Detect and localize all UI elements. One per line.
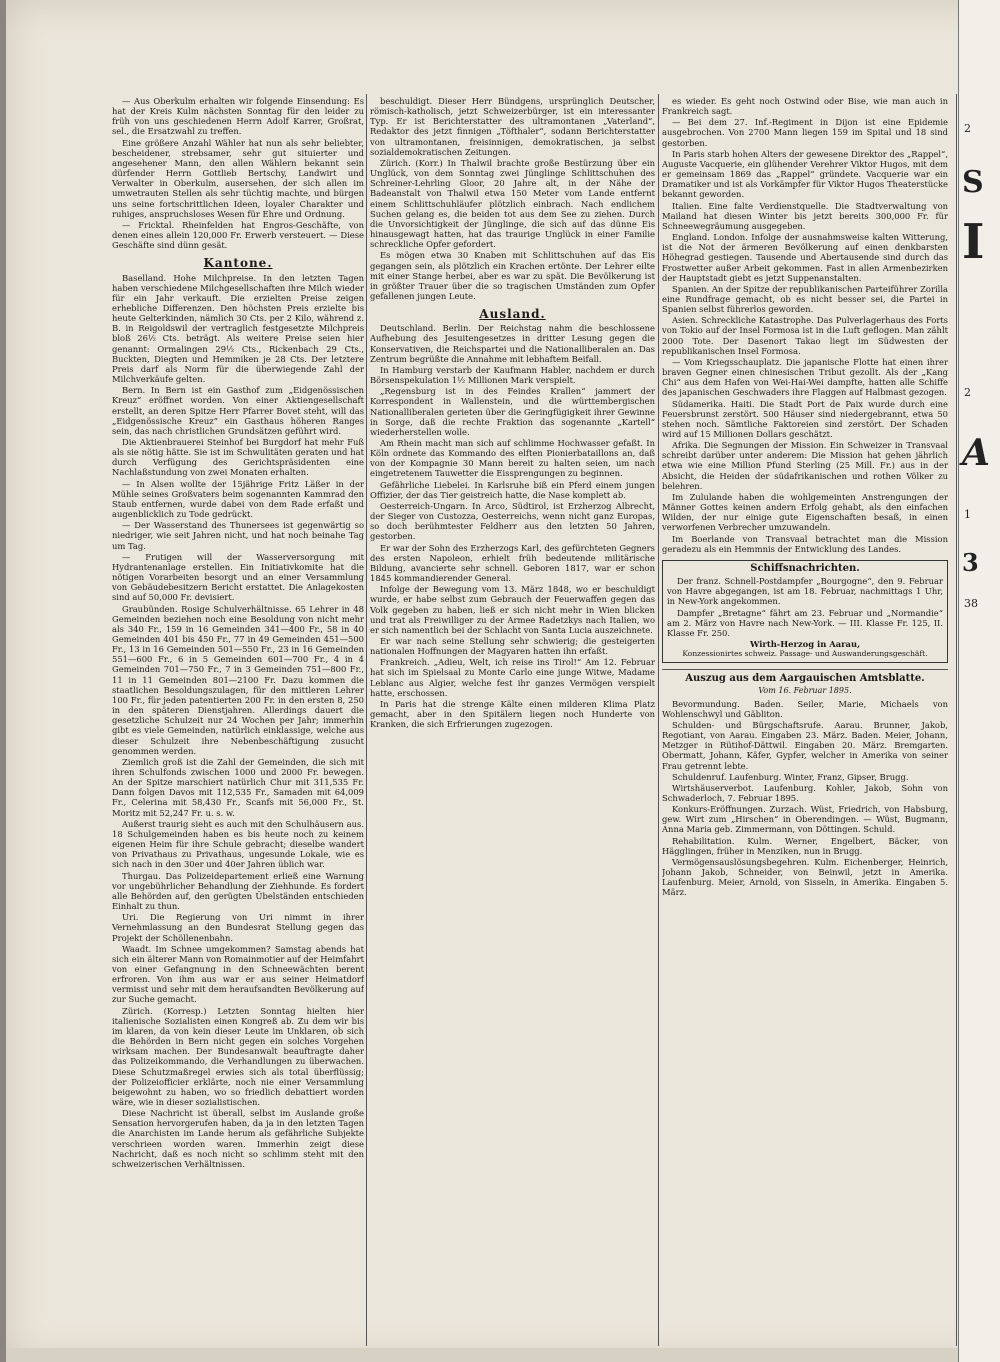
adjacent-fragment: I	[962, 214, 985, 270]
column-rule-1	[366, 94, 367, 1346]
amtsblatt-entry: Schuldenruf. Laufenburg. Winter, Franz, Gipser, Brugg.	[672, 771, 909, 782]
shipping-notice-box	[662, 560, 948, 663]
page-bottom-margin	[6, 1348, 958, 1362]
article: Diese Nachricht ist überall, selbst im Auslande große Sensation hervorgerufen haben, da ja in den letzten Tagen die Anarchisten im Lande herum als gefährliche Subjekte verschrieen worden waren. Immerhin zeigt diese Nachricht, daß es noch nicht so schlimm steht mit den schweizerischen Verhältnissen.	[112, 1108, 364, 1169]
divider	[662, 669, 948, 670]
article: England. London. Infolge der ausnahmsweise kalten Witterung, ist die Not der ärmeren Bevölkerung auf einen denkbarsten Höhegrad gestiegen. Tausende und Abertausende sind durch das Frostwetter außer Arbeit gekommen. Fast in allen Armenbezirken der Hauptstadt giebt es jetzt Suppenanstalten.	[662, 232, 948, 283]
article: Ziemlich groß ist die Zahl der Gemeinden, die sich mit ihren Schulfonds zwischen 1000 und 2000 Fr. bewegen. An der Spitze marschiert natürlich Chur mit 311,535 Fr. Dann folgen Davos mit 112,535 Fr., Samaden mit 64,009 Fr., Celerina mit 58,430 Fr., Scanfs mit 56,000 Fr., St. Moritz mit 52,247 Fr. u. s. w.	[112, 756, 364, 818]
paragraph: In Paris starb hohen Alters der gewesene Direktor des „Rappel“, Auguste Vacquerie, ein glühender Verehrer Viktor Hugos, mit dem er gemeinsam 1869 das „Rappel“ gründete. Vacquerie war ein Dramatiker und ist als Vorkämpfer für Viktor Hugos Theaterstücke bekannt geworden.	[662, 148, 948, 200]
paragraph: — Bei dem 27. Inf.-Regiment in Dijon ist eine Epidemie ausgebrochen. Von 2700 Mann liegen 159 im Spital und 18 sind gestorben.	[662, 117, 948, 148]
article: Südamerika. Haiti. Die Stadt Port de Paix wurde durch eine Feuersbrunst zerstört. 500 Häuser sind niedergebrannt, etwa 50 stehen noch. Sämtliche Faktoreien sind zerstört. Der Schaden wird auf 15 Millionen Dollars geschätzt.	[662, 398, 948, 439]
article: — Vom Kriegsschauplatz. Die japanische Flotte hat einen ihrer braven Gegner einen chinesischen Tribut gezollt. Als der „Kang Chi“ aus dem Hafen von Wei-Hai-Wei dampfte, hatten alle Schiffe des japanischen Geschwaders ihre Flaggen auf Halbmast gezogen.	[662, 356, 948, 398]
article: — Der Wasserstand des Thunersees ist gegenwärtig so niedriger, wie seit Jahren nicht, und hat noch beinahe Tag um Tag.	[112, 520, 364, 551]
adjacent-page-edge	[958, 0, 1000, 1362]
paragraph: beschuldigt. Dieser Herr Bündgens, ursprünglich Deutscher, römisch-katholisch, jetzt Schweizerbürger, ist ein interessanter Typ. Er ist Berichterstatter des ultramontanen „Vaterland“, Redaktor des jetzt finnigen „Töfthaler“, sodann Berichterstatter von ultramontanen, freisinnigen, demokratischen, ja selbst sozialdemokratischen Zeitungen.	[370, 96, 655, 157]
adjacent-fragment: 2	[964, 386, 971, 399]
paragraph: — Fricktal. Rheinfelden hat Engros-Geschäfte, von denen eines allein 120,000 Fr. Erwerb versteuert. — Diese Geschäfte sind dünn gesät.	[112, 219, 364, 251]
article: Am Rhein macht man sich auf schlimme Hochwasser gefaßt. In Köln ordnete das Kommando des elften Pionierbataillons an, daß von der Kompagnie 30 Mann bereit zu halten seien, um nach eingetretenem Tauwetter die Eissprengungen zu beginnen.	[370, 438, 655, 479]
column-right	[662, 96, 948, 1348]
shipping-line: Der franz. Schnell-Postdampfer „Bourgogne“, den 9. Februar von Havre abgegangen, ist am 18. Februar, nachmittags 1 Uhr, in New-York angekommen.	[667, 576, 943, 607]
column-middle	[370, 96, 655, 1348]
paragraph: Eine größere Anzahl Wähler hat nun als sehr beliebter, bescheidener, strebsamer, sehr gut situierter und angesehener Mann, den allen Wählern bekannt sein dürfender Herrn Gottlieb Bertschy, Landwirt und Verwalter in Oberkulm, ausersehen, der sich allen im umwetrauten Stellen als sehr tüchtig machte, und bürgen uns seine fortschrittlichen Ideen, loyaler Charakter und ruhiges, anspruchsloses Wesen für Ehre und Ordnung.	[112, 137, 364, 219]
article: Deutschland. Berlin. Der Reichstag nahm die beschlossene Aufhebung des Jesuitengesetzes in dritter Lesung gegen die Konservativen, die Reichspartei und die Nationalliberalen an. Das Zentrum begrüßte die Annahme mit lebhaftem Beifall.	[370, 323, 655, 364]
article: — Frutigen will der Wasserversorgung mit Hydrantenanlage erstellen. Ein Initiativkomite hat die nötigen Vorarbeiten besorgt und an einer Versammlung von Gebäudebesitzern Bericht erstattet. Die Anlagekosten sind auf 50,000 Fr. devisiert.	[112, 551, 364, 603]
adjacent-fragment: 1	[964, 508, 971, 521]
amtsblatt-entry: Vermögensauslösungsbegehren. Kulm. Eichenberger, Heinrich, Johann Jakob, Schneider, von Beinwil, jetzt in Amerika. Laufenburg. Meier, Arnold, von Sisseln, in Amerika. Eingaben 5. März.	[662, 856, 948, 898]
article: Asien. Schreckliche Katastrophe. Das Pulverlagerhaus des Forts von Tokio auf der Insel Formosa ist in die Luft geflogen. Man zählt 2000 Tote. Der Dasenort Takao liegt im Südwesten der republikanischen Insel Formosa.	[662, 315, 948, 356]
article: Im Zululande haben die wohlgemeinten Anstrengungen der Männer Gottes keinen andern Erfolg gehabt, als den einfachen Wilden, der nur einige gute Eigenschaften besaß, in einen verworfenen Verbrecher umzuwandeln.	[662, 491, 948, 533]
article: Er war der Sohn des Erzherzogs Karl, des gefürchteten Gegners des ersten Napoleon, erhielt früh bedeutende militärische Bildung, avancierte sehr schnell. Geboren 1817, war er schon 1845 kommandierender General.	[370, 542, 655, 584]
column-left	[112, 96, 364, 1348]
column-rule-2	[658, 94, 659, 1346]
amtsblatt-entry: Wirtshäuserverbot. Laufenburg. Kohler, Jakob, Sohn von Schwaderloch, 7. Februar 1895.	[662, 782, 948, 803]
paragraph: — Aus Oberkulm erhalten wir folgende Einsendung: Es hat der Kreis Kulm nächsten Sonntag für den leider zu früh von uns geschiedenen Herrn Adolf Karrer, Großrat, sel., die Ersatzwahl zu treffen.	[112, 96, 364, 137]
shipping-title: Schiffsnachrichten.	[750, 562, 860, 574]
article: Die Aktienbrauerei Steinhof bei Burgdorf hat mehr Fuß als sie nötig hätte. Sie ist im Schwulitäten geraten und hat durch Verfügung des Gerichtspräsidenten eine Nachlaßstundung von zwei Monaten erhalten.	[112, 437, 364, 478]
article: Bern. In Bern ist ein Gasthof zum „Eidgenössischen Kreuz“ eröffnet worden. Von einer Aktiengesellschaft erstellt, an deren Spitze Herr Pfarrer Bovet steht, will das „Eidgenössische Kreuz“ ein Gasthaus höheren Ranges sein, das nach christlichen Grundsätzen geführt wird.	[112, 385, 364, 436]
section-title-kantone: Kantone.	[203, 256, 273, 271]
amtsblatt-entry: Schulden- und Bürgschaftsrufe. Aarau. Brunner, Jakob, Regotiant, von Aarau. Eingaben 23. März. Baden. Meier, Johann, Metzger in Rütihof-Dättwil. Eingaben 20. März. Bremgarten. Obermatt, Johann, Käfer, Gypfer, welcher in Amerika von seiner Frau getrennt lebte.	[662, 719, 948, 771]
article: Infolge der Bewegung vom 13. März 1848, wo er beschuldigt wurde, er habe selbst zum Gebrauch der Feuerwaffen gegen das Volk gegeben zu haben, ließ er sich nicht mehr in Wien blicken und trat als Freiwilliger zu der Armee Radetzkys nach Italien, wo er sich namentlich bei der Schlacht von Santa Lucia auszeichnete.	[370, 584, 655, 635]
adjacent-fragment: 38	[964, 597, 978, 610]
article: Er war nach seine Stellung sehr schwierig; die gesteigerten nationalen Hoffnungen der Magyaren hatten ihn erfaßt.	[370, 635, 655, 657]
article: Oesterreich-Ungarn. In Arco, Südtirol, ist Erzherzog Albrecht, der Sieger von Custozza, Oesterreichs, wenn nicht ganz Europas, so doch berühmtester Feldherr aus den letzten 50 Jahren, gestorben.	[370, 500, 655, 542]
shipping-agent-desc: Konzessionirtes schweiz. Passage- und Auswanderungsgeschäft.	[682, 649, 928, 659]
paragraph: es wieder. Es geht noch Ostwind oder Bise, wie man auch in Frankreich sagt.	[662, 96, 948, 117]
amtsblatt-entry: Rehabilitation. Kulm. Werner, Engelbert, Bäcker, von Hägglingen, früher in Menziken, nun in Brugg.	[662, 835, 948, 856]
article: Italien. Eine falte Verdienstquelle. Die Stadtverwaltung von Mailand hat diesen Winter bis jetzt bereits 300,000 Fr. für Schneewegräumung ausgegeben.	[662, 200, 948, 231]
adjacent-fragment: 2	[964, 122, 971, 135]
shipping-line: Dampfer „Bretagne“ fährt am 23. Februar und „Normandie“ am 2. März von Havre nach New-York. — III. Klasse Fr. 125, II. Klasse Fr. 250.	[667, 607, 943, 638]
paragraph: Es mögen etwa 30 Knaben mit Schlittschuhen auf das Eis gegangen sein, als plötzlich ein Krachen ertönte. Der Lehrer eilte mit einer Stange herbei, aber es war zu spät. Die Bevölkerung ist in größter Trauer über die so tragischen Umständen zum Opfer gefallenen jungen Leute.	[370, 250, 655, 301]
article: Uri. Die Regierung von Uri nimmt in ihrer Vernehmlassung an den Bundesrat Stellung gegen das Projekt der Schöllenenbahn.	[112, 912, 364, 943]
adjacent-fragment: S	[962, 165, 984, 200]
shipping-agent: Wirth-Herzog in Aarau,	[749, 638, 860, 649]
section-title-ausland: Ausland.	[479, 307, 546, 322]
article: Afrika. Die Segnungen der Mission. Ein Schweizer in Transvaal schreibt darüber unter anderem: Die Mission hat gehen jährlich etwa wie eine Million Pfund Sterling (25 Mill. Fr.) aus in der Absicht, die Heiden der südafrikanischen und rothen Völker zu belehren.	[662, 440, 948, 491]
article: Baselland. Hohe Milchpreise. In den letzten Tagen haben verschiedene Milchgesellschaften ihre Milch wieder für ein Jahr verkauft. Die erzielten Preise zeigen erhebliche Differenzen. Den höchsten Preis erzielte bis heute Gelterkinden, nämlich 30 Cts. per 2 Kilo, während z. B. in Reigoldswil der vertraglich festgesetzte Milchpreis bloß 26½ Cts. beträgt. Als weitere Preise seien hier genannt: Ormalingen 29½ Cts., Rickenbach 29 Cts., Buckten, Diegten und Hemmiken je 28 Cts. Der letztere Preis darf als Norm für die überwiegende Zahl der Milchverkäufe gelten.	[112, 272, 364, 385]
article: Waadt. Im Schnee umgekommen? Samstag abends hat sich ein älterer Mann von Romainmotier auf der Heimfahrt von einer Gefangnung in den Schneewächten berent erfroren. Von ihm aus war er aus seiner Heimatdorf vermisst und sehr mit dem heraufsandten Bevölkerung auf zur Suche gemacht.	[112, 943, 364, 1005]
article: Frankreich. „Adieu, Welt, ich reise ins Tirol!“ Am 12. Februar hat sich im Spielsaal zu Monte Carlo eine junge Witwe, Madame Leblanc aus Algier, welche fest ihr ganzes Vermögen verspielt hatte, erschossen.	[370, 657, 655, 698]
amtsblatt-entry: Konkurs-Eröffnungen. Zurzach. Wüst, Friedrich, von Habsburg, gew. Wirt zum „Hirschen“ in Oberendingen. — Wüst, Bugmann, Anna Maria geb. Zimmermann, von Döttingen. Schuld.	[662, 804, 948, 835]
article: In Paris hat die strenge Kälte einen milderen Klima Platz gemacht, aber in den Spitälern liegen noch Hunderte von Kranken, die sich Erfrierungen zugezogen.	[370, 698, 655, 730]
amtsblatt-title: Auszug aus dem Aargauischen Amtsblatte.	[685, 673, 925, 685]
article: In Hamburg verstarb der Kaufmann Habler, nachdem er durch Börsenspekulation 1½ Millionen Mark verspielt.	[370, 364, 655, 386]
article: Zürich. (Korresp.) Letzten Sonntag hielten hier italienische Sozialisten einen Kongreß ab. Zu dem wir bis im klaren, da von kein dieser Leute im Unklaren, ob sich die Behörden in Bern nicht gegen ein solches Vorgehen wirksam machen. Der Bundesanwalt beauftragte daher das Polizeikommando, die Verhandlungen zu überwachen. Diese Schutzmaßregel erwies sich als total überflüssig; der Polizeiofficier erklärte, noch nie einer Versammlung beigewohnt zu haben, wo so friedlich debattiert worden wäre, wie in dieser sozialistischen.	[112, 1005, 364, 1107]
amtsblatt-entry: Bevormundung. Baden. Seiler, Marie, Michaels von Wohlenschwyl und Gäbliton.	[662, 698, 948, 719]
adjacent-fragment: A	[962, 432, 990, 474]
article: Im Boerlande von Transvaal betrachtet man die Mission geradezu als ein Hemmnis der Entwicklung des Landes.	[662, 533, 948, 554]
amtsblatt-date: Vom 16. Februar 1895.	[758, 686, 852, 696]
article: Gefährliche Liebelei. In Karlsruhe biß ein Pferd einem jungen Offizier, der das Tier geistreich hatte, die Nase komplett ab.	[370, 479, 655, 500]
article: Graubünden. Rosige Schulverhältnisse. 65 Lehrer in 48 Gemeinden beziehen noch eine Besoldung von nicht mehr als 340 Fr., 159 in 16 Gemeinden 341—400 Fr., 58 in 40 Gemeinden 401 bis 450 Fr., 77 in 49 Gemeinden 451—500 Fr., 13 in 16 Gemeinden 501—550 Fr., 23 in 16 Gemeinden 551—600 Fr., 6 in 5 Gemeinden 601—700 Fr., 4 in 4 Gemeinden 701—750 Fr., 7 in 3 Gemeinden 751—800 Fr., 11 in 11 Gemeinden 801—2100 Fr. Dazu kommen die staatlichen Besoldungszulagen, für den mittleren Lehrer 100 Fr., für jeden patentierten 200 Fr. in den ersten 8, 250 in den späteren Dienstjahren. Allerdings dauert die gesetzliche Schulzeit nur 24 Wochen per Jahr; immerhin gibt es viele Gemeinden, natürlich einklassige, welche aus dieser Schulzeit ihre Nebenbeschäftigung zusucht genommen werden.	[112, 603, 364, 756]
adjacent-fragment: 3	[962, 548, 979, 577]
article: Thurgau. Das Polizeidepartement erließ eine Warnung vor ungebührlicher Behandlung der Ziehhunde. Es fordert alle Behörden auf, den gerügten Übelständen entschieden Einhalt zu thun.	[112, 870, 364, 912]
article: „Regensburg ist in des Feindes Krallen“ jammert der Korrespondent in Wallenstein, und die württembergischen Nationalliberalen gerieten über die Geringfügigkeit ihrer Gewinne in Sorge, daß die rechte Fraktion das sogenannte „Kartell“ wiederherstellen wolle.	[370, 386, 655, 437]
paragraph: Zürich. (Korr.) In Thalwil brachte große Bestürzung über ein Unglück, von dem Sonntag zwei Jünglinge Schlittschuhen des Schreiner-Lehrling Gloor, 20 Jahre alt, in der Nähe der Badeanstalt von Thalwil etwa 150 Meter vom Lande entfernt einem Schlittschuhläufer plötzlich einbrach. Nach endlichem Suchen gelang es, die beiden tot aus dem See zu ziehen. Durch die Unvorsichtigkeit der Jünglinge, die sich auf das dünne Eis hinausgewagt hatten, hat das traurige Unglück in einer Familie schreckliche Opfer gefordert.	[370, 157, 655, 250]
article: Außerst traurig sieht es auch mit den Schulhäusern aus. 18 Schulgemeinden haben es bis heute noch zu keinem eigenen Heim für ihre Schule gebracht; dieselbe wandert von Privathaus zu Privathaus, ungesunde Lokale, wie es sich nach in den 30er und 40er Jahren üblich war.	[112, 818, 364, 870]
column-rule-3	[956, 94, 957, 1346]
article: — In Alsen wollte der 15jährige Fritz Läßer in der Mühle seines Großvaters beim sogenannten Kammrad den Staub entfernen, wurde dabei von dem Rade erfaßt und augenblicklich zu Tode gedrückt.	[112, 478, 364, 520]
article: Spanien. An der Spitze der republikanischen Parteiführer Zorilla eine Rundfrage gemacht, ob es nicht besser sei, die Partei in Spanien selbst führerlos geworden.	[662, 283, 948, 315]
